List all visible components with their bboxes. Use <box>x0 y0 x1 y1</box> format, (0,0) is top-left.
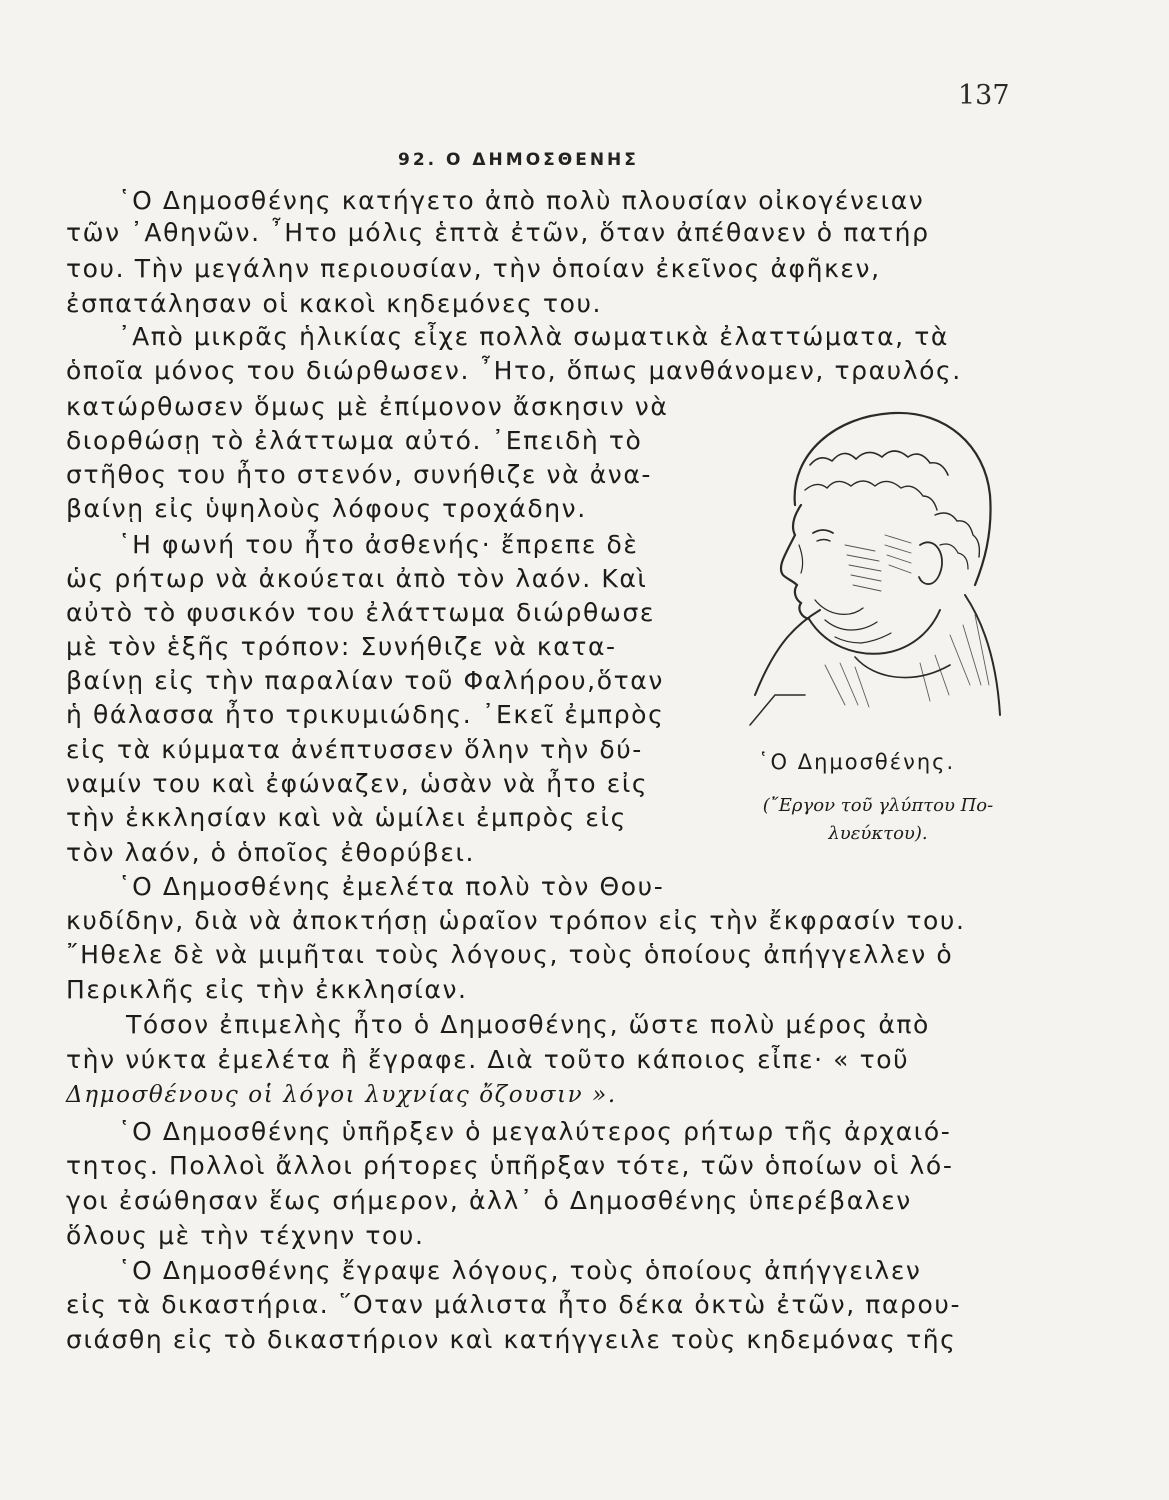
text-line: ναμίν του καὶ ἐφώναζεν, ὡσὰν νὰ ἦτο εἰς <box>66 769 649 798</box>
page-number: 137 <box>958 80 1010 111</box>
text-line-italic: Δημοσθένους οἱ λόγοι λυχνίας ὄζουσιν ». <box>66 1082 617 1108</box>
text-line: διορθώσῃ τὸ ἐλάττωμα αὐτό. ᾿Επειδὴ τὸ <box>66 426 643 455</box>
text-line: ῾Ο Δημοσθένης κατήγετο ἀπὸ πολὺ πλουσίαν οἰκογένειαν <box>118 186 925 215</box>
text-line: ἡ θάλασσα ἦτο τρικυμιώδης. ᾿Εκεῖ ἐμπρὸς <box>66 700 665 729</box>
chapter-title: 92. Ο ΔΗΜΟΣΘΕΝΗΣ <box>398 150 639 170</box>
text-line: τὴν νύκτα ἐμελέτα ἢ ἔγραφε. Διὰ τοῦτο κάποιος εἶπε· « τοῦ <box>66 1045 910 1074</box>
text-line: ῾Η φωνή του ἦτο ἀσθενής· ἔπρεπε δὲ <box>118 530 639 559</box>
text-line: τητος. Πολλοὶ ἄλλοι ρήτορες ὑπῆρξαν τότε, τῶν ὁποίων οἱ λό- <box>66 1151 954 1180</box>
text-line: βαίνῃ εἰς τὴν παραλίαν τοῦ Φαλήρου,ὅταν <box>66 666 664 695</box>
text-line: ῾Ο Δημοσθένης ὑπῆρξεν ὁ μεγαλύτερος ρήτωρ τῆς ἀρχαιό- <box>118 1117 952 1146</box>
text-line: Τόσον ἐπιμελὴς ἦτο ὁ Δημοσθένης, ὥστε πολὺ μέρος ἀπὸ <box>126 1010 930 1039</box>
text-line: μὲ τὸν ἑξῆς τρόπον: Συνήθιζε νὰ κατα- <box>66 632 617 661</box>
text-line: ὅλους μὲ τὴν τέχνην του. <box>66 1221 425 1250</box>
text-line: γοι ἐσώθησαν ἕως σήμερον, ἀλλ᾿ ὁ Δημοσθένης ὑπερέβαλεν <box>66 1186 912 1215</box>
text-line: ῾Ο Δημοσθένης ἐμελέτα πολὺ τὸν Θου- <box>118 872 665 901</box>
text-line: τῶν ᾿Αθηνῶν. ῏Ητο μόλις ἑπτὰ ἐτῶν, ὅταν ἀπέθανεν ὁ πατήρ <box>66 218 930 247</box>
text-line: σιάσθη εἰς τὸ δικαστήριον καὶ κατήγγειλε τοὺς κηδεμόνας τῆς <box>66 1325 957 1354</box>
text-line: κατώρθωσεν ὅμως μὲ ἐπίμονον ἄσκησιν νὰ <box>66 392 669 421</box>
figure-caption-credit: (῎Εργον τοῦ γλύπτου Πο-λυεύκτου). <box>762 795 994 844</box>
text-line: στῆθος του ἦτο στενόν, συνήθιζε νὰ ἀνα- <box>66 460 653 489</box>
text-line: εἰς τὰ δικαστήρια. ῞Οταν μάλιστα ἦτο δέκα ὀκτὼ ἐτῶν, παρου- <box>66 1290 962 1319</box>
text-line: βαίνῃ εἰς ὑψηλοὺς λόφους τροχάδην. <box>66 494 587 523</box>
text-line: κυδίδην, διὰ νὰ ἀποκτήσῃ ὡραῖον τρόπον εἰς τὴν ἔκφρασίν του. <box>66 906 966 935</box>
demosthenes-portrait-illustration <box>735 395 1005 740</box>
text-line: ῾Ο Δημοσθένης ἔγραψε λόγους, τοὺς ὁποίους ἀπήγγειλεν <box>118 1256 922 1285</box>
text-line: εἰς τὰ κύμματα ἀνέπτυσσεν ὅλην τὴν δύ- <box>66 735 643 764</box>
text-line: ὡς ρήτωρ νὰ ἀκούεται ἀπὸ τὸν λαόν. Καὶ <box>66 564 648 593</box>
text-line: τὴν ἐκκλησίαν καὶ νὰ ὡμίλει ἐμπρὸς εἰς <box>66 803 627 832</box>
text-line: ἐσπατάλησαν οἱ κακοὶ κηδεμόνες του. <box>66 289 603 318</box>
figure-caption-name: ῾Ο Δημοσθένης. <box>758 750 956 774</box>
text-line: τὸν λαόν, ὁ ὁποῖος ἐθορύβει. <box>66 838 476 867</box>
text-line: ὁποῖα μόνος του διώρθωσεν. ῏Ητο, ὅπως μανθάνομεν, τραυλός. <box>66 356 962 385</box>
text-line: ᾿Απὸ μικρᾶς ἡλικίας εἶχε πολλὰ σωματικὰ ἐλαττώματα, τὰ <box>118 322 949 351</box>
text-line: του. Τὴν μεγάλην περιουσίαν, τὴν ὁποίαν ἐκεῖνος ἀφῆκεν, <box>66 254 881 283</box>
text-line: Περικλῆς εἰς τὴν ἐκκλησίαν. <box>66 975 468 1004</box>
text-line: αὐτὸ τὸ φυσικόν του ἐλάττωμα διώρθωσε <box>66 598 655 627</box>
text-line: ῎Ηθελε δὲ νὰ μιμῆται τοὺς λόγους, τοὺς ὁποίους ἀπήγγελλεν ὁ <box>66 940 954 969</box>
